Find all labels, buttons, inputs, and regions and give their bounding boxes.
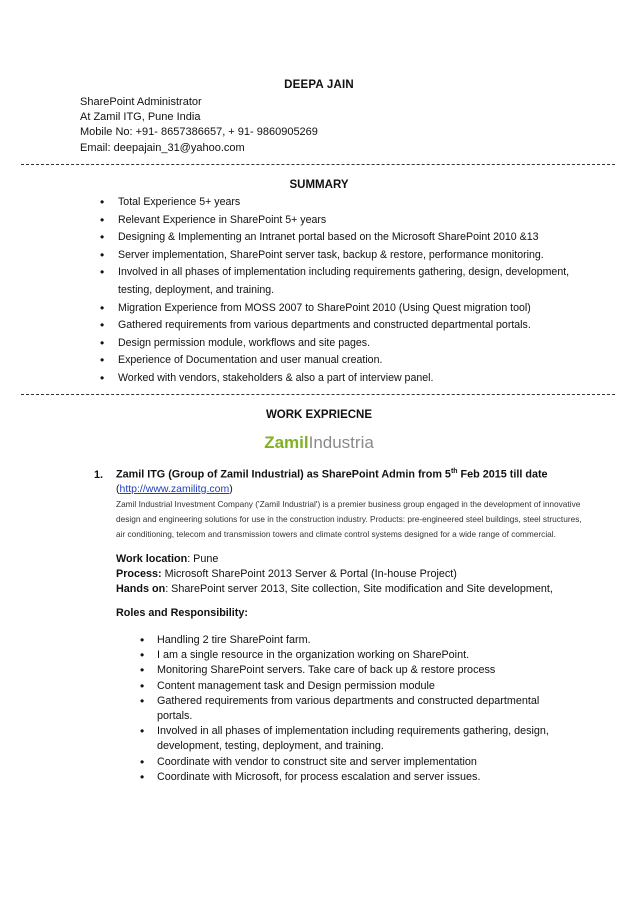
work-location xyxy=(116,552,594,567)
section-divider xyxy=(21,394,615,395)
job-title-end: Feb 2015 till date xyxy=(457,468,548,481)
list-item: • Designing & Implementing an Intranet portal based on the Microsoft SharePoint 2010 &13 xyxy=(94,229,574,247)
paren-close: ) xyxy=(229,482,233,495)
list-item: • Server implementation, SharePoint server task, backup & restore, performance monitoring. xyxy=(94,247,574,265)
list-item: • I am a single resource in the organization working on SharePoint. xyxy=(140,648,570,663)
list-item-text: • Involved in all phases of implementation including requirements gathering, design, development, testing, deployment, and training. xyxy=(118,266,570,296)
list-item: • Design permission module, workflows and site pages. xyxy=(94,335,574,353)
company-link-line xyxy=(116,481,594,497)
hands-on-label: Hands on xyxy=(116,583,166,595)
job-entry xyxy=(94,468,594,619)
list-item: • Relevant Experience in SharePoint 5+ years xyxy=(94,212,574,230)
list-item: • Monitoring SharePoint servers. Take care of back up & restore process xyxy=(140,663,570,678)
candidate-name: DEEPA JAIN xyxy=(284,79,354,91)
list-item: • Worked with vendors, stakeholders & also a part of interview panel. xyxy=(94,370,574,388)
list-item: • Coordinate with Microsoft, for process escalation and server issues. xyxy=(140,770,570,785)
mobile-numbers: Mobile No: +91- 8657386657, + 91- 9860905269 xyxy=(80,126,318,139)
list-item: • Migration Experience from MOSS 2007 to SharePoint 2010 (Using Quest migration tool) xyxy=(94,300,574,318)
list-item: • Content management task and Design permission module xyxy=(140,679,570,694)
list-item: • Coordinate with vendor to construct site and server implementation xyxy=(140,755,570,770)
company-logo xyxy=(0,433,638,453)
logo-text-light: Industria xyxy=(308,433,374,452)
current-employer: At Zamil ITG, Pune India xyxy=(80,111,201,124)
process-label: Process: xyxy=(116,567,162,580)
job-title-sup: th xyxy=(450,468,458,475)
job-title xyxy=(94,468,594,481)
hands-on-value: : SharePoint server 2013, Site collection, Site modification and Site development, xyxy=(165,583,553,595)
list-item: • Gathered requirements from various departments and constructed departmental portals. xyxy=(140,694,570,724)
list-item: • Total Experience 5+ years xyxy=(94,194,574,212)
list-item xyxy=(94,264,574,299)
paren-open: ( xyxy=(116,482,120,495)
job-role: SharePoint Administrator xyxy=(80,96,202,108)
roles-list xyxy=(140,633,570,785)
email-address: Email: deepajain_31@yahoo.com xyxy=(80,141,245,154)
list-item: • Involved in all phases of implementation including requirements gathering, design, development, testing, deployment, and training. xyxy=(140,724,570,754)
work-location-value: : Pune xyxy=(187,552,219,565)
summary-list xyxy=(94,194,574,388)
section-divider xyxy=(21,164,615,165)
job-title-main: Zamil ITG (Group of Zamil Industrial) as SharePoint Admin from 5 xyxy=(116,468,451,481)
list-item: • Handling 2 tire SharePoint farm. xyxy=(140,633,570,648)
roles-title: Roles and Responsibility: xyxy=(116,607,248,620)
hands-on xyxy=(116,582,594,597)
list-item: • Experience of Documentation and user manual creation. xyxy=(94,352,574,370)
logo-text-bold: Zamil xyxy=(264,433,309,452)
work-title: WORK EXPRIECNE xyxy=(265,409,373,421)
contact-block xyxy=(80,95,318,156)
company-website-link[interactable]: http://www.zamilitg.com xyxy=(119,482,230,495)
process-value: Microsoft SharePoint 2013 Server & Portal (In-house Project) xyxy=(161,567,457,580)
company-description: Zamil Industrial Investment Company ('Zamil Industrial') is a premier business group engaged in the development of innovative design and engineering solutions for use in the construction industry. Products: pre-engineered steel buildings, steel structures, air conditioning, telecom and transmission towers and climate control systems designed for a wide range of commercial. xyxy=(116,498,582,539)
work-location-label: Work location xyxy=(116,552,188,565)
summary-title: SUMMARY xyxy=(289,179,349,191)
process xyxy=(116,567,594,582)
list-item: • Gathered requirements from various departments and constructed departmental portals. xyxy=(94,317,574,335)
job-number: 1. xyxy=(94,468,104,481)
